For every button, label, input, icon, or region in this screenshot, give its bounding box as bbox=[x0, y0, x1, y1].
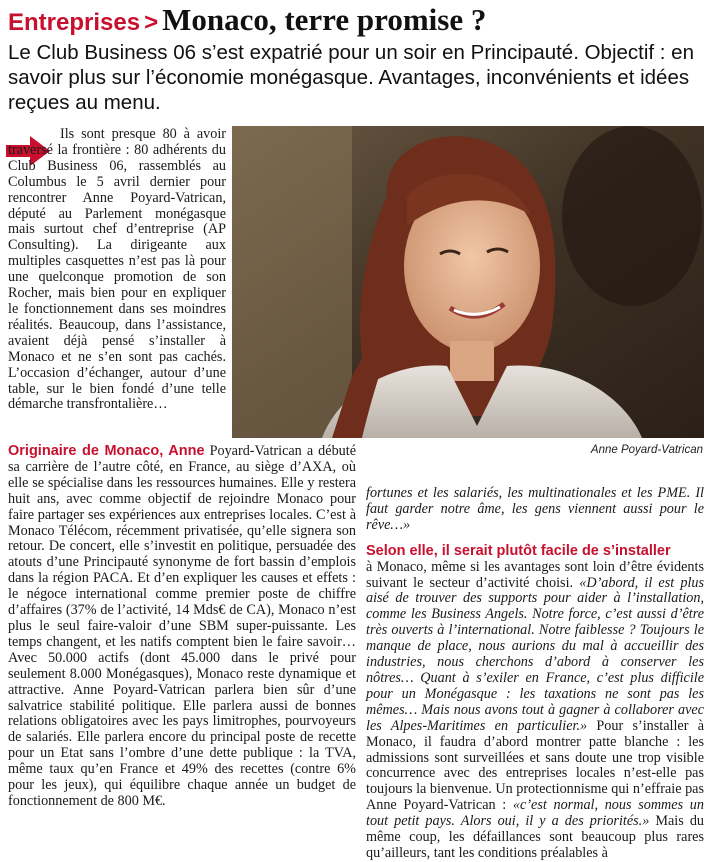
headline bbox=[8, 2, 705, 44]
intro-paragraph bbox=[8, 127, 226, 413]
rubric-separator: > bbox=[144, 9, 159, 36]
section-origin-body: Poyard-Vatrican a débuté sa carrière de l’autre côté, en France, au siège d’AXA, où elle se spécialise dans les ressources humaines. Elle y restera huit ans, avec comme objectif de rejoindre Monaco pour faire partager ses expériences aux entreprises locales. C’est à Monaco Télécom, récemment privatisée, qu’elle signera son retour. De concert, elle s’investit en politique, persuadée des atouts d’une Principauté synonyme de fort bassin d’emplois dans la région PACA. Et d’en expliquer les causes et effets : le négoce international comme premier poste de chiffre d’affaires (37% de l’activité, 14 Mds€ de CA), Monaco n’est plus le seul faire-valoir d’une SBM super-puissante. Les temps changent, et les natifs comptent bien le faire savoir… Avec 50.000 actifs (dont 45.000 dans le privé pour seulement 8.000 Monégasques), Monaco reste dynamique et attractive. Anne Poyard-Vatrican parlera bien sûr d’une salvatrice stabilité politique. Elle parlera aussi de bonnes relations obligatoires avec les pays limitrophes, pourvoyeurs de salariés. Elle parlera encore du principal poste de recette pour un Etat sans l’ombre d’une dette publique : la TVA, même taux qu’en France et 49% des recettes (contre 6% pour les jeux), qui équilibre chaque année un budget de fonctionnement de 800 M€. bbox=[8, 443, 356, 809]
section-install-quote-2: «c’est normal, nous sommes un tout petit pays. Alors oui, il y a des priorités.» bbox=[366, 797, 704, 830]
section-install-text-c: Mais du même coup, les défaillances sont beaucoup plus rares qu’ailleurs, tant les conditions préalables à bbox=[366, 813, 705, 861]
article-title: Monaco, terre promise ? bbox=[162, 2, 487, 37]
article-lead: Le Club Business 06 s’est expatrié pour un soir en Principauté. Objectif : en savoir plus sur l’économie monégasque. Avantages, inconvénients et idées reçues au menu. bbox=[8, 41, 694, 114]
section-origin bbox=[8, 444, 356, 810]
quote-continuation: fortunes et les salariés, les multinationales et les PME. Il faut garder notre âme, les gens viennent aussi pour le rêve…» bbox=[366, 485, 704, 533]
section-rubric: Entreprises bbox=[8, 9, 141, 36]
section-install bbox=[366, 486, 704, 862]
section-install-head: Selon elle, il serait plutôt facile de s’installer bbox=[366, 542, 671, 559]
section-origin-head: Originaire de Monaco, Anne bbox=[8, 443, 205, 459]
portrait-photo bbox=[232, 126, 704, 438]
intro-text: Ils sont presque 80 à avoir traversé la frontière : 80 adhérents du Club Business 06, rassemblés au Columbus le 5 avril dernier pour rencontrer Anne Poyard-Vatrican, député au Parlement monégasque mais surtout chef d’entreprise (AP Consulting). La dirigeante aux multiples casquettes n’est pas là pour une quelconque promotion de son Rocher, mais bien pour en expliquer le fonctionnement dans ses moindres réalités. Beaucoup, dans l’assistance, avaient déjà pensé s’installer à Monaco et ne s’en sont pas cachés. L’occasion d’échanger, autour d’une table, sur le bien fondé d’une telle démarche transfrontalière… bbox=[8, 126, 226, 413]
portrait-illustration bbox=[232, 126, 704, 438]
section-install-text-b: Pour s’installer à Monaco, il faudra d’abord montrer patte blanche : les admissions sont surveillées et sans doute une trop visible concurrence avec des entreprises locales n’est-elle pas toujours la bienvenue. Un protectionnisme qui n’effraie pas Anne Poyard-Vatrican : bbox=[366, 717, 705, 814]
photo-caption: Anne Poyard-Vatrican bbox=[590, 444, 703, 456]
section-install-text-a: à Monaco, même si les avantages sont loin d’être évidents suivant le secteur d’activité choisi. bbox=[366, 558, 704, 591]
section-install-quote-1: «D’abord, il est plus aisé de trouver des supports pour aider à l’installation, comme les Business Angels. Notre force, c’est aussi d’être très ouverts à l’international. Notre faiblesse ? Toujours le manque de place, nous aurions du mal à accueillir des industries, nous cherchons d’abord à conserver les nôtres… Quant à s’exiler en France, c’est plus difficile pour un Monégasque : les taxations ne sont pas les mêmes… Mais nous avons tout à gagner à collaborer avec les Alpes-Maritimes en particulier.» bbox=[366, 574, 705, 734]
article-header bbox=[8, 2, 705, 44]
